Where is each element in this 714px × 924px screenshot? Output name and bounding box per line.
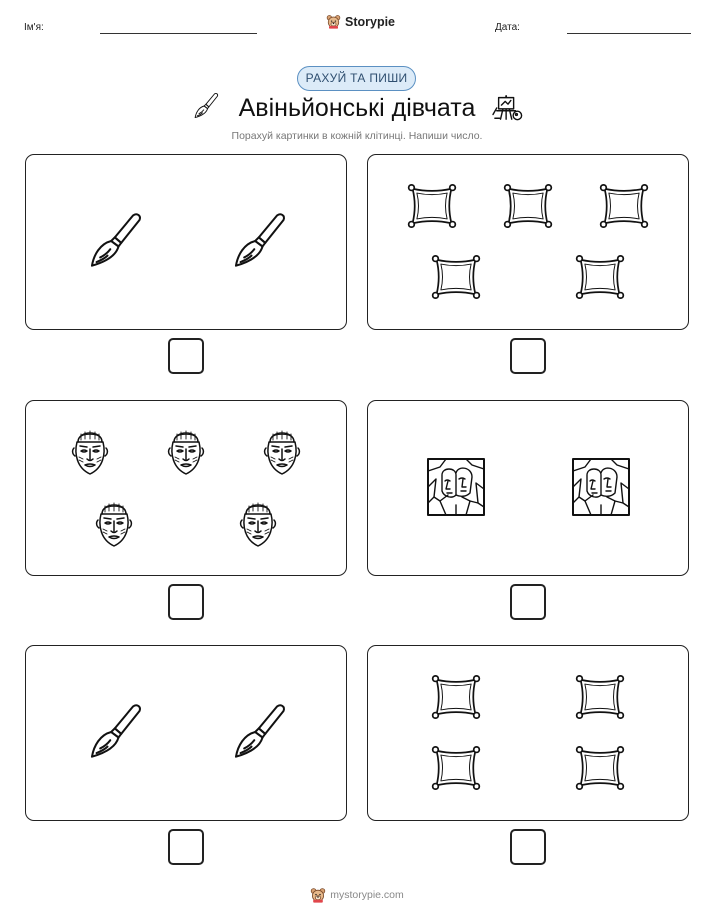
page-title: Авіньйонські дівчата [238,94,476,122]
brand-logo [326,14,395,29]
cubist-portrait-icon [426,457,486,517]
count-panel-1 [25,154,347,330]
mask-icon [238,496,278,550]
footer-url: mystorypie.com [330,889,404,901]
pillow-icon [573,252,627,302]
pillow-icon [429,672,483,722]
pillow-icon [573,672,627,722]
easel-icon [491,92,525,122]
mask-icon [166,424,206,478]
pillow-icon [405,181,459,231]
storypie-bear-icon [326,14,341,29]
footer [0,887,714,903]
instructions: Порахуй картинки в кожній клітинці. Напиши число. [231,130,483,142]
count-panel-5 [25,645,347,821]
pillow-icon [501,181,555,231]
worksheet-type-badge: РАХУЙ ТА ПИШИ [297,66,416,91]
mask-icon [94,496,134,550]
count-panel-3 [25,400,347,576]
storypie-bear-icon [310,887,326,903]
paintbrush-icon [225,698,289,766]
answer-box-6[interactable] [510,829,546,865]
paintbrush-icon [81,207,145,275]
pillow-icon [597,181,651,231]
answer-box-1[interactable] [168,338,204,374]
mask-icon [70,424,110,478]
date-label: Дата: [495,22,520,33]
paintbrush-icon [81,698,145,766]
answer-box-4[interactable] [510,584,546,620]
date-line[interactable] [567,33,691,34]
answer-box-2[interactable] [510,338,546,374]
count-panel-4 [367,400,689,576]
pillow-icon [429,252,483,302]
count-panel-6 [367,645,689,821]
cubist-portrait-icon [571,457,631,517]
name-line[interactable] [100,33,257,34]
mask-icon [262,424,302,478]
pillow-icon [429,743,483,793]
paintbrush-icon [225,207,289,275]
answer-box-3[interactable] [168,584,204,620]
answer-box-5[interactable] [168,829,204,865]
brand-name: Storypie [345,14,396,29]
count-panel-2 [367,154,689,330]
pillow-icon [573,743,627,793]
name-label: Ім'я: [24,22,44,33]
